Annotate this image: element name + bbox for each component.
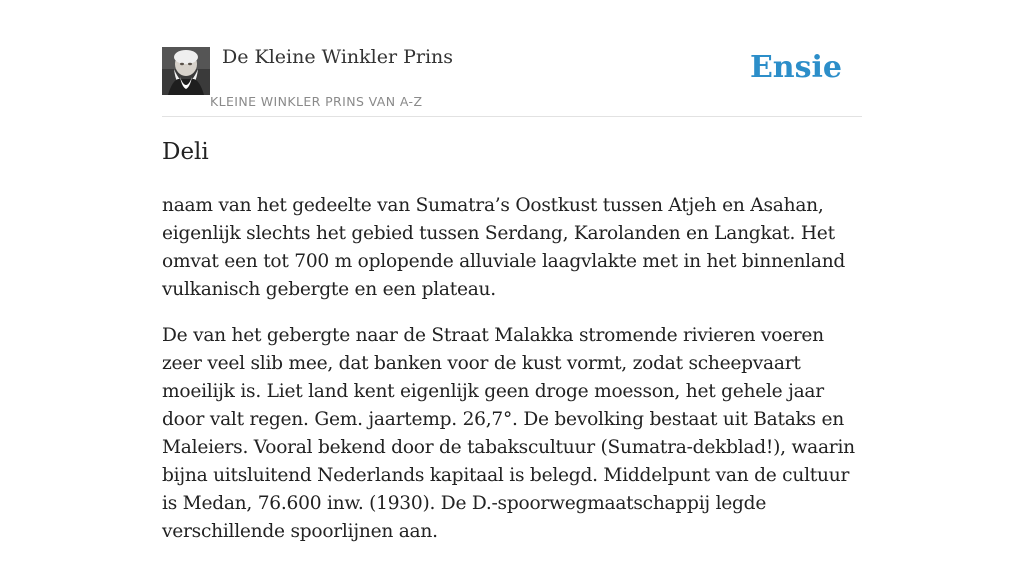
entry-title: Deli xyxy=(162,139,209,165)
entry-paragraph: De van het gebergte naar de Straat Malakka stromende rivieren voeren zeer veel slib mee, dat banken voor de kust vormt, zodat scheepvaart moeilijk is. Liet land kent eigenlijk geen droge moesson, het gehele jaar door valt regen. Gem. jaartemp. 26,7°. De bevolking bestaat uit Bataks en Maleiers. Vooral bekend door de tabakscultuur (Sumatra-dekblad!), waarin bijna uitsluitend Nederlands kapitaal is belegd. Middelpunt van de cultuur is Medan, 76.600 inw. (1930). De D.-spoorwegmaatschappij legde verschillende spoorlijnen aan. xyxy=(162,325,855,542)
page-header xyxy=(162,0,862,117)
entry-paragraph: naam van het gedeelte van Sumatra’s Oostkust tussen Atjeh en Asahan, eigenlijk slechts het gebied tussen Serdang, Karolanden en Langkat. Het omvat een tot 700 m oplopende alluviale laagvlakte met in het binnenland vulkanisch gebergte en een plateau. xyxy=(162,195,846,300)
author-portrait-icon[interactable] xyxy=(162,47,210,95)
book-subtitle[interactable]: KLEINE WINKLER PRINS VAN A-Z xyxy=(210,94,423,109)
entry-body xyxy=(162,192,862,564)
site-logo[interactable]: Ensie xyxy=(749,50,842,85)
book-title[interactable]: De Kleine Winkler Prins xyxy=(222,46,454,68)
